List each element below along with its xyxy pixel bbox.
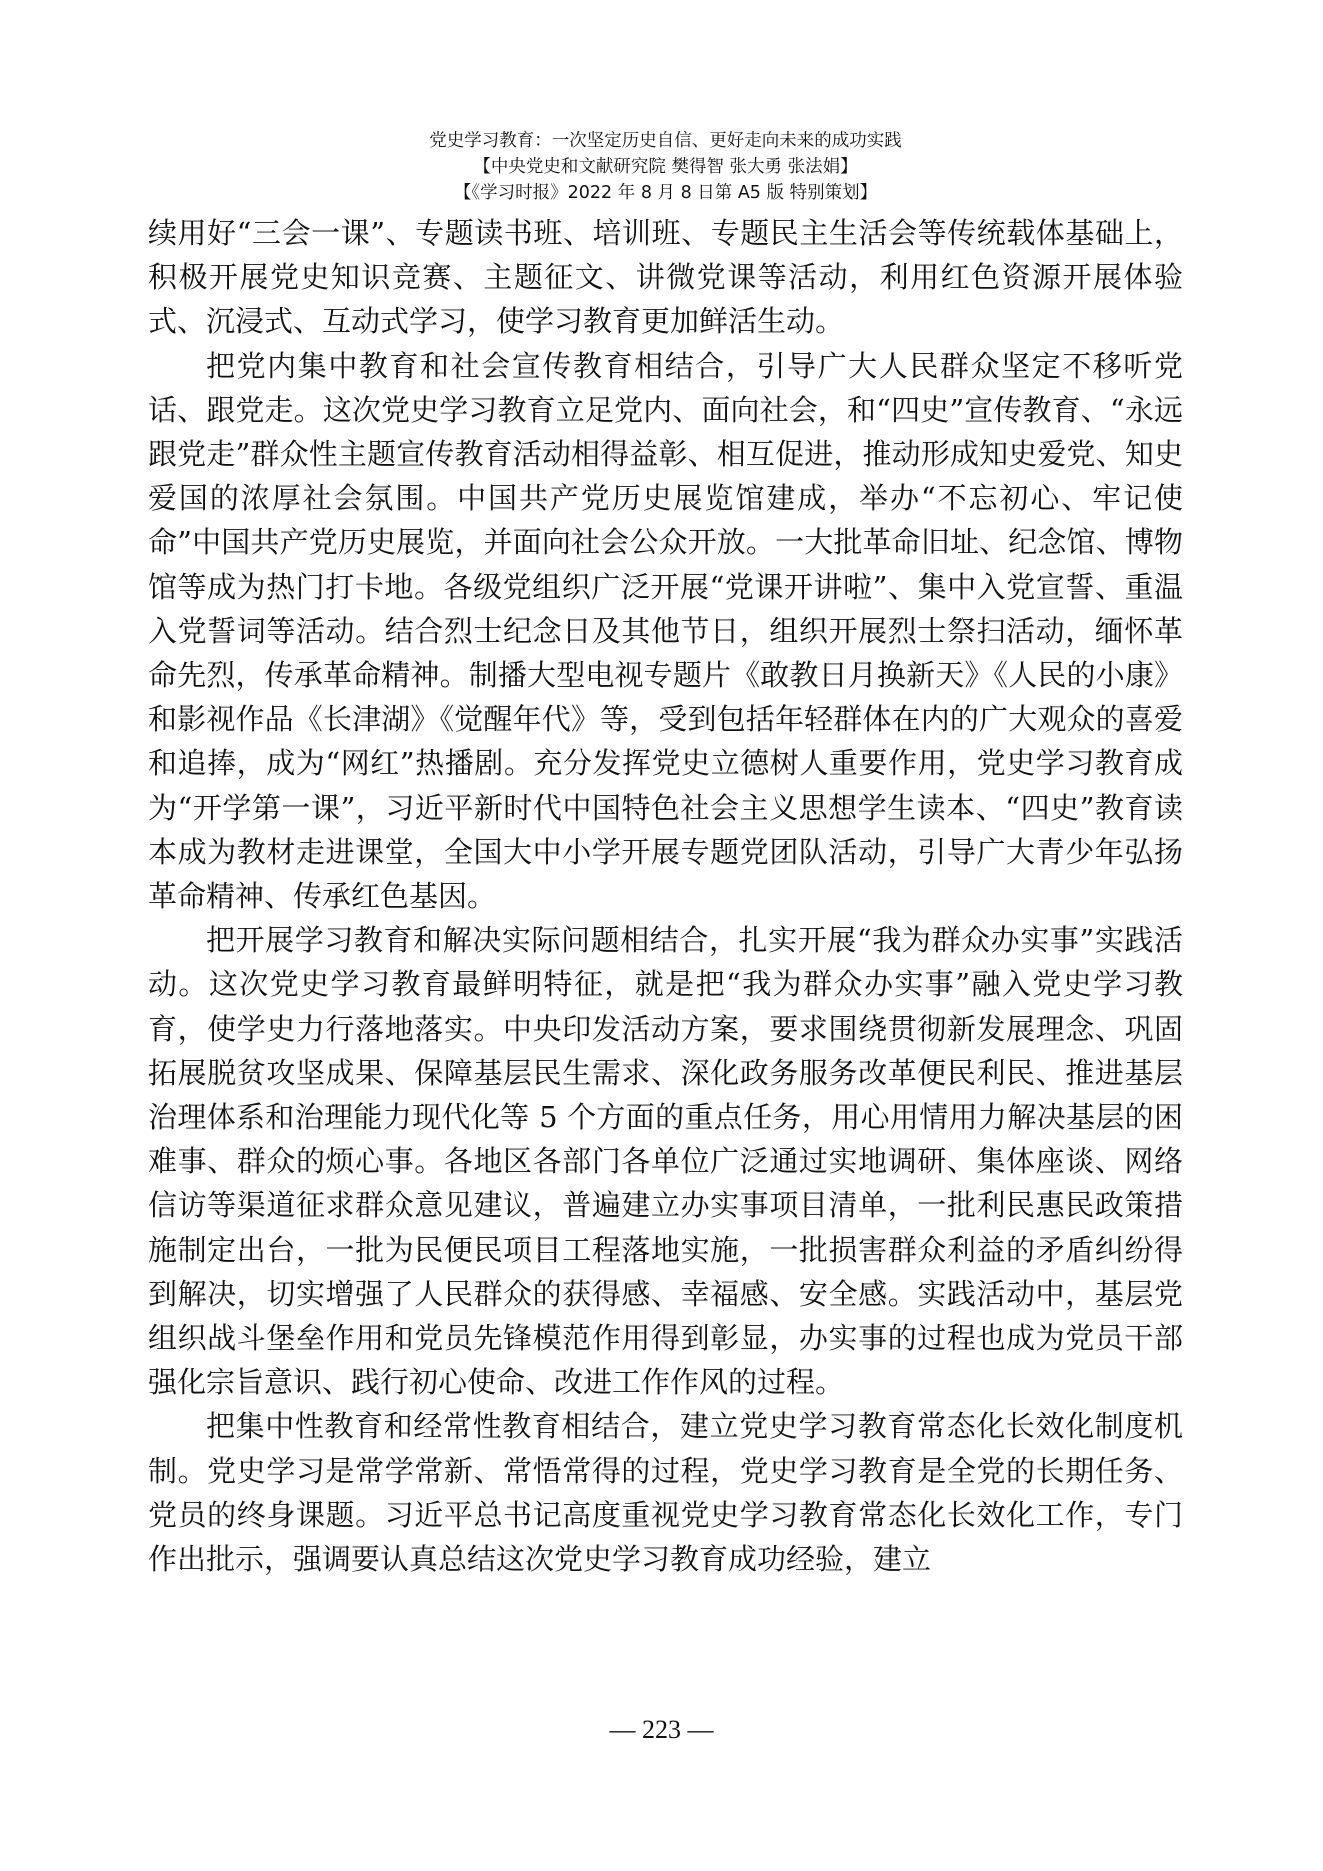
header-title: 党史学习教育：一次坚定历史自信、更好走向未来的成功实践 [429,131,902,151]
header-authors: 【中央党史和文献研究院 樊得智 张大勇 张法娟】 [473,157,858,177]
header-source: 【《学习时报》2022 年 8 月 8 日第 A5 版 特别策划】 [453,183,878,203]
paragraph: 把开展学习教育和解决实际问题相结合，扎实开展“我为群众办实事”实践活动。这次党史学习教育最鲜明特征，就是把“我为群众办实事”融入党史学习教育，使学史力行落地落实。中央印发活动方案，要求围绕贯彻新发展理念、巩固拓展脱贫攻坚成果、保障基层民生需求、深化政务服务改革便民利民、推进基层治理体系和治理能力现代化等 5 个方面的重点任务，用心用情用力解决基层的困难事、群众的烦心事。各地区各部门各单位广泛通过实地调研、集体座谈、网络信访等渠道征求群众意见建议，普遍建立办实事项目清单，一批利民惠民政策措施制定出台，一批为民便民项目工程落地实施，一批损害群众利益的矛盾纠纷得到解决，切实增强了人民群众的获得感、幸福感、安全感。实践活动中，基层党组织战斗堡垒作用和党员先锋模范作用得到彰显，办实事的过程也成为党员干部强化宗旨意识、践行初心使命、改进工作作风的过程。 [148,923,1183,1400]
paragraph: 把党内集中教育和社会宣传教育相结合，引导广大人民群众坚定不移听党话、跟党走。这次党史学习教育立足党内、面向社会，和“四史”宣传教育、“永远跟党走”群众性主题宣传教育活动相得益彰、相互促进，推动形成知史爱党、知史爱国的浓厚社会氛围。中国共产党历史展览馆建成，举办“不忘初心、牢记使命”中国共产党历史展览，并面向社会公众开放。一大批革命旧址、纪念馆、博物馆等成为热门打卡地。各级党组织广泛开展“党课开讲啦”、集中入党宣誓、重温入党誓词等活动。结合烈士纪念日及其他节日，组织开展烈士祭扫活动，缅怀革命先烈，传承革命精神。制播大型电视专题片《敢教日月换新天》《人民的小康》和影视作品《长津湖》《觉醒年代》等，受到包括年轻群体在内的广大观众的喜爱和追捧，成为“网红”热播剧。充分发挥党史立德树人重要作用，党史学习教育成为“开学第一课”，习近平新时代中国特色社会主义思想学生读本、“四史”教育读本成为教材走进课堂，全国大中小学开展专题党团队活动，引导广大青少年弘扬革命精神、传承红色基因。 [148,348,1183,914]
paragraph: 把集中性教育和经常性教育相结合，建立党史学习教育常态化长效化制度机制。党史学习是常学常新、常悟常得的过程，党史学习教育是全党的长期任务、党员的终身课题。习近平总书记高度重视党史学习教育常态化长效化工作，专门作出批示，强调要认真总结这次党史学习教育成功经验，建立 [148,1409,1183,1577]
page-number: — 223 — [609,1715,714,1744]
article-body [148,211,1183,1581]
page-header [150,128,1181,206]
paragraph-continued: 续用好“三会一课”、专题读书班、培训班、专题民主生活会等传统载体基础上，积极开展党史知识竞赛、主题征文、讲微党课等活动，利用红色资源开展体验式、沉浸式、互动式学习，使学习教育更加鲜活生动。 [148,216,1183,339]
